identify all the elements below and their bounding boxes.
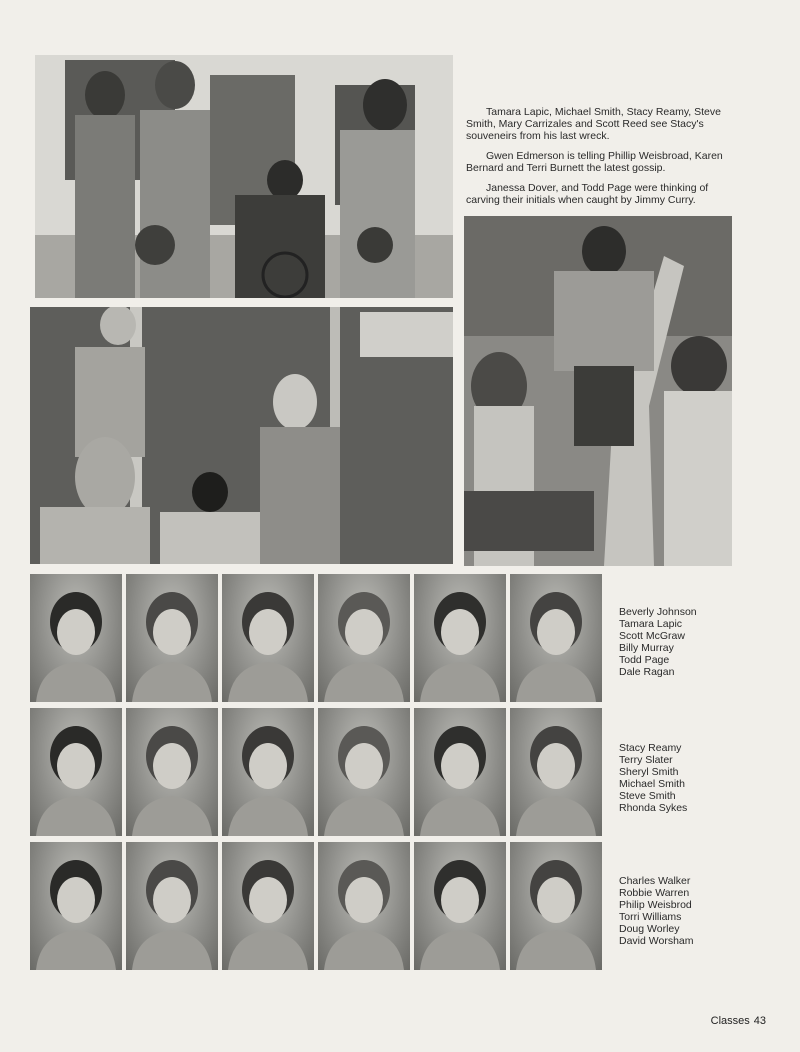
portrait-silhouette bbox=[318, 574, 410, 702]
portrait-silhouette bbox=[222, 842, 314, 970]
student-portrait bbox=[222, 708, 314, 836]
student-name: Steve Smith bbox=[619, 790, 676, 802]
student-name: Philip Weisbrod bbox=[619, 899, 692, 911]
student-name: Michael Smith bbox=[619, 778, 685, 790]
portrait-silhouette bbox=[414, 574, 506, 702]
portrait-silhouette bbox=[222, 574, 314, 702]
names-row-1 bbox=[619, 606, 769, 678]
portrait-silhouette bbox=[126, 708, 218, 836]
names-row-2 bbox=[619, 742, 769, 814]
portrait-silhouette bbox=[318, 708, 410, 836]
student-name: Scott McGraw bbox=[619, 630, 685, 642]
photo-captions bbox=[466, 106, 736, 214]
student-portrait bbox=[30, 842, 122, 970]
student-portrait bbox=[414, 574, 506, 702]
student-portrait bbox=[222, 842, 314, 970]
student-name: David Worsham bbox=[619, 935, 694, 947]
portrait-silhouette bbox=[126, 574, 218, 702]
portrait-silhouette bbox=[414, 708, 506, 836]
folio-page-number: 43 bbox=[753, 1015, 766, 1027]
student-name: Torri Williams bbox=[619, 911, 682, 923]
student-name: Billy Murray bbox=[619, 642, 674, 654]
student-portrait bbox=[318, 574, 410, 702]
student-name: Robbie Warren bbox=[619, 887, 690, 899]
portrait-silhouette bbox=[30, 574, 122, 702]
portrait-silhouette bbox=[414, 842, 506, 970]
caption-gossip: Gwen Edmerson is telling Phillip Weisbroad, Karen Bernard and Terri Burnett the latest gossip. bbox=[466, 150, 723, 174]
candid-photo-tree-art bbox=[464, 216, 732, 566]
portrait-silhouette bbox=[30, 708, 122, 836]
student-portrait bbox=[510, 708, 602, 836]
student-portrait bbox=[414, 842, 506, 970]
student-name: Doug Worley bbox=[619, 923, 680, 935]
student-name: Charles Walker bbox=[619, 875, 691, 887]
names-row-3 bbox=[619, 875, 769, 947]
candid-photo-gossip bbox=[30, 307, 453, 564]
student-portrait bbox=[30, 574, 122, 702]
student-portrait bbox=[126, 708, 218, 836]
folio-section: Classes bbox=[710, 1015, 750, 1027]
student-name: Sheryl Smith bbox=[619, 766, 679, 778]
candid-photo-bike-group bbox=[35, 55, 453, 298]
student-portrait bbox=[318, 708, 410, 836]
student-name: Tamara Lapic bbox=[619, 618, 683, 630]
student-name: Terry Slater bbox=[619, 754, 673, 766]
student-name: Todd Page bbox=[619, 654, 670, 666]
student-portrait bbox=[30, 708, 122, 836]
portrait-silhouette bbox=[222, 708, 314, 836]
caption-bike-group: Tamara Lapic, Michael Smith, Stacy Reamy, Steve Smith, Mary Carrizales and Scott Reed see Stacy's souveneirs from his last wreck. bbox=[466, 106, 721, 142]
portrait-silhouette bbox=[510, 574, 602, 702]
student-portrait bbox=[126, 574, 218, 702]
portrait-silhouette bbox=[510, 708, 602, 836]
portrait-silhouette bbox=[318, 842, 410, 970]
student-name: Stacy Reamy bbox=[619, 742, 682, 754]
student-name: Dale Ragan bbox=[619, 666, 675, 678]
portrait-silhouette bbox=[30, 842, 122, 970]
student-portrait bbox=[510, 842, 602, 970]
student-portrait bbox=[414, 708, 506, 836]
student-portrait bbox=[222, 574, 314, 702]
candid-photo-gossip-art bbox=[30, 307, 453, 564]
portrait-silhouette bbox=[126, 842, 218, 970]
student-portrait bbox=[126, 842, 218, 970]
student-name: Rhonda Sykes bbox=[619, 802, 688, 814]
portrait-silhouette bbox=[510, 842, 602, 970]
student-name: Beverly Johnson bbox=[619, 606, 697, 618]
student-portrait bbox=[318, 842, 410, 970]
candid-photo-bike-group-art bbox=[35, 55, 453, 298]
page-folio bbox=[707, 1015, 766, 1027]
candid-photo-tree bbox=[464, 216, 732, 566]
student-portrait bbox=[510, 574, 602, 702]
caption-tree: Janessa Dover, and Todd Page were thinking of carving their initials when caught by Jimmy Curry. bbox=[466, 182, 709, 206]
